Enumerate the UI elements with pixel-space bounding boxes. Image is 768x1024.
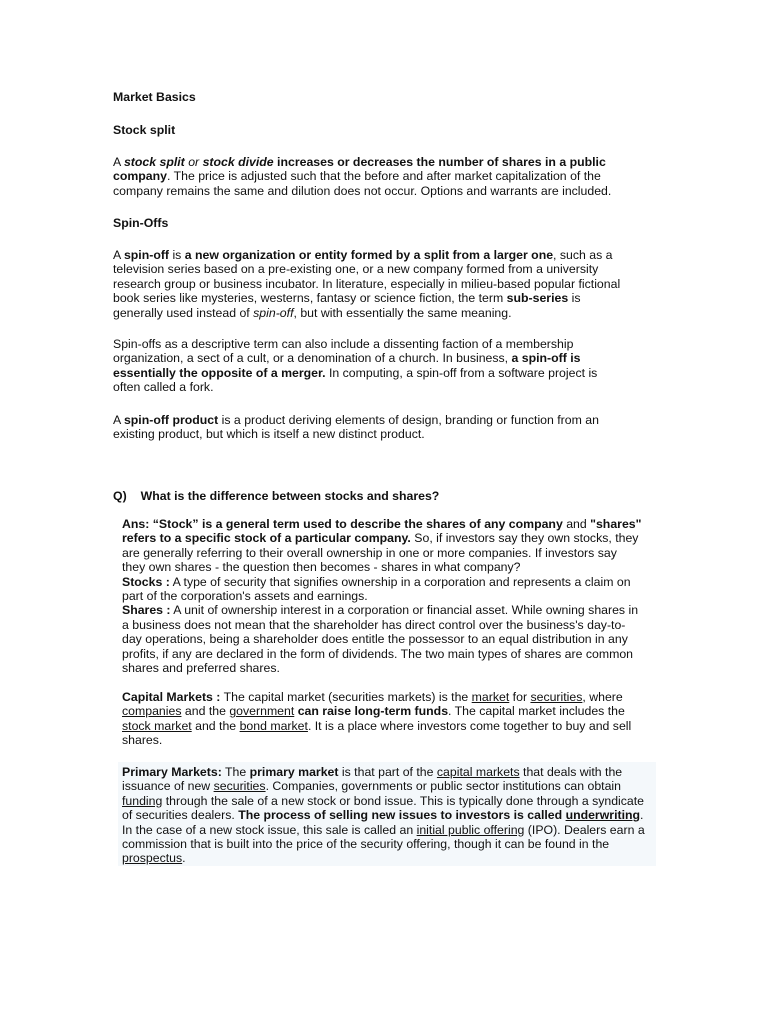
text-run[interactable]: initial public offering (416, 822, 525, 837)
text-run: a new organization or entity formed by a split from a larger one (184, 248, 554, 262)
text-run: Primary Markets: (122, 765, 222, 779)
text-run: is generally used instead of (113, 291, 581, 320)
question (113, 489, 653, 503)
text-run: increases or decreases the number of shares in a public company (113, 155, 606, 184)
text-run: spin-off product (123, 413, 219, 427)
spin-off-paragraph-3 (113, 413, 628, 442)
text-run[interactable]: prospectus (122, 851, 183, 866)
text-run: . Companies, governments or public sector institutions can obtain (265, 779, 621, 794)
text-run: is (169, 248, 185, 262)
text-run: So, if investors say they own stocks, they are generally referring to their overall ownership in one or more companies. If investors say they own shares - the question then becomes - shares in what company? (122, 531, 639, 575)
text-run: . The price is adjusted such that the before and after market capitalization of the company remains the same and dilution does not occur. Options and warrants are included. (113, 169, 612, 198)
text-run: The process of selling new issues to investors is called (238, 808, 566, 823)
text-run: The capital market (securities markets) is the (220, 690, 472, 704)
question-label: Q) (113, 489, 127, 503)
text-run[interactable]: companies (122, 704, 182, 719)
text-run: Shares : (122, 603, 171, 618)
shares-definition (122, 603, 642, 675)
text-run: , such as a television series based on a pre-existing one, or a new company formed from a university research group or business incubator. In literature, especially in milieu-based popular fictional book series like mysteries, westerns, fantasy or science fiction, the term (113, 248, 621, 306)
section-heading-stock-split: Stock split (113, 123, 176, 137)
answer-block (122, 517, 642, 675)
spin-off-paragraph-1 (113, 248, 628, 320)
spin-off-paragraph-2 (113, 337, 628, 395)
primary-markets-paragraph (122, 765, 650, 866)
text-run: stock split (123, 155, 185, 169)
text-run: In computing, a spin-off from a software project is often called a fork. (113, 365, 598, 395)
text-run[interactable]: capital markets (436, 765, 520, 779)
text-run: spin-off (253, 305, 294, 320)
primary-markets-box (118, 762, 656, 866)
text-run: or (184, 155, 203, 169)
text-run: The (221, 765, 250, 779)
text-run: A type of security that signifies ownership in a corporation and represents a claim on part of the corporation's assets and earnings. (122, 574, 631, 604)
text-run: is that part of the (338, 765, 437, 779)
text-run: , where (582, 690, 623, 704)
text-run: through the sale of a new stock or bond issue. This is typically done through a syndicate of securities dealers. (122, 793, 645, 823)
page-title: Market Basics (113, 90, 196, 104)
text-run[interactable]: market (471, 690, 510, 704)
text-run: and (562, 517, 591, 531)
text-run: A unit of ownership interest in a corporation or financial asset. While owning shares in a business does not mean that the shareholder has direct control over the business's day-to-day operations, being a shareholder does entitle the possessor to an equal distribution in any profits, if any are declared in the form of dividends. The two main types of shares are common shares and preferred shares. (122, 603, 639, 676)
text-run: sub-series (506, 291, 569, 306)
text-run: and the (181, 704, 230, 719)
answer-paragraph (122, 517, 642, 575)
stocks-definition (122, 575, 642, 604)
text-run: , but with essentially the same meaning. (293, 305, 512, 320)
text-run: A (113, 413, 124, 427)
text-run: (IPO). Dealers earn a commission that is built into the price of the security offering, though it can be found in the (122, 822, 645, 852)
text-run: A (113, 248, 124, 262)
text-run: Ans: “Stock” is a general term used to describe the shares of any company (122, 517, 563, 531)
text-run: primary market (249, 765, 339, 779)
text-run: "shares" refers to a specific stock of a particular company. (122, 517, 642, 546)
text-run: is a product deriving elements of design, branding or function from an existing product, but which is itself a new distinct product. (113, 413, 599, 442)
section-heading-spin-offs: Spin-Offs (113, 216, 169, 230)
text-run[interactable]: stock market (122, 718, 192, 733)
text-run: can raise long-term funds (297, 704, 449, 719)
text-run[interactable]: government (229, 704, 295, 719)
text-run: spin-off (123, 248, 170, 262)
text-run[interactable]: securities (213, 779, 266, 794)
text-run: Stocks : (122, 574, 170, 589)
text-run: for (509, 690, 531, 704)
question-text: What is the difference between stocks and shares? (140, 489, 440, 503)
text-run: Spin-offs as a descriptive term can also include a dissenting faction of a membership organization, a sect of a cult, or a denomination of a church. In business, (113, 337, 574, 366)
text-run: . It is a place where investors come together to buy and sell shares. (122, 718, 632, 748)
text-run: A (113, 155, 124, 169)
text-run[interactable]: securities (530, 690, 583, 704)
text-run: a spin-off is essentially the opposite of a merger. (113, 351, 581, 380)
stock-split-paragraph (113, 155, 628, 198)
text-run: Capital Markets : (122, 690, 221, 704)
text-run: and the (191, 718, 240, 733)
text-run[interactable]: bond market (239, 718, 308, 733)
text-run[interactable]: underwriting (565, 808, 641, 823)
text-run: . (182, 851, 186, 866)
text-run: . The capital market includes the (448, 704, 625, 719)
text-run[interactable]: funding (122, 793, 163, 808)
text-run: stock divide (202, 155, 274, 169)
capital-markets-paragraph (122, 690, 642, 748)
text-run: that deals with the issuance of new (122, 765, 623, 794)
text-run: . In the case of a new stock issue, this sale is called an (122, 808, 644, 837)
